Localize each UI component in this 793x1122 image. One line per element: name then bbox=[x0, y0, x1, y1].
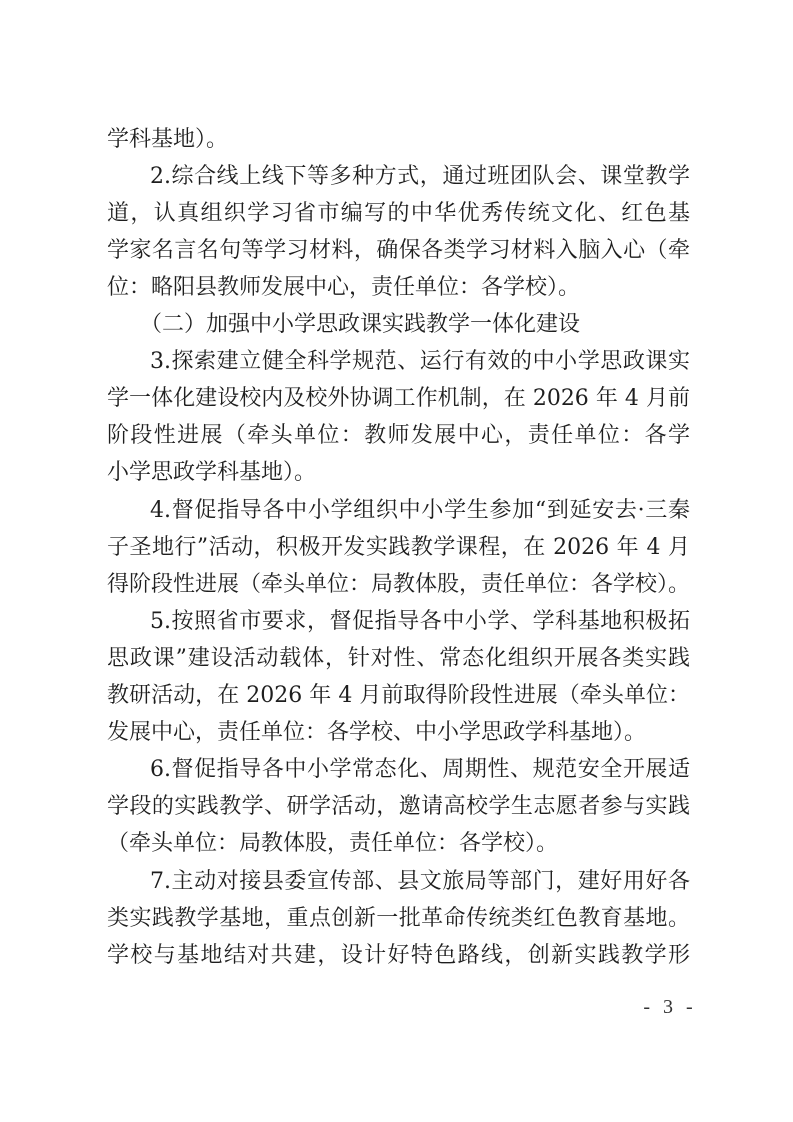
page-number: - 3 - bbox=[643, 996, 697, 1018]
text-line: 道，认真组织学习省市编写的中华优秀传统文化、红色基 bbox=[107, 200, 690, 226]
text-line: 阶段性进展（牵头单位：教师发展中心，责任单位：各学 bbox=[107, 423, 690, 449]
text-line: 类实践教学基地，重点创新一批革命传统类红色教育基地。 bbox=[107, 905, 690, 931]
text-line: 6.督促指导各中小学常态化、周期性、规范安全开展适 bbox=[150, 757, 690, 783]
text-line: 教研活动，在 2026 年 4 月前取得阶段性进展（牵头单位： bbox=[107, 683, 690, 708]
text-line: 2.综合线上线下等多种方式，通过班团队会、课堂教学 bbox=[150, 163, 690, 189]
text-line: 思政课”建设活动载体，针对性、常态化组织开展各类实践 bbox=[107, 645, 690, 671]
text-line: 得阶段性进展（牵头单位：局教体股，责任单位：各学校）。 bbox=[107, 571, 691, 597]
text-line: 学一体化建设校内及校外协调工作机制，在 2026 年 4 月前 bbox=[107, 386, 690, 412]
text-line: 发展中心，责任单位：各学校、中小学思政学科基地）。 bbox=[107, 720, 647, 746]
text-line: 学家名言名句等学习材料，确保各类学习材料入脑入心（牵 bbox=[107, 237, 690, 263]
text-line: 3.探索建立健全科学规范、运行有效的中小学思政课实 bbox=[150, 349, 690, 375]
text-line: 学段的实践教学、研学活动，邀请高校学生志愿者参与实践 bbox=[107, 794, 690, 820]
text-line: 位：略阳县教师发展中心，责任单位：各学校）。 bbox=[107, 274, 581, 300]
text-line: 子圣地行”活动，积极开发实践教学课程，在 2026 年 4 月 bbox=[107, 534, 690, 560]
text-line: 5.按照省市要求，督促指导各中小学、学科基地积极拓 bbox=[150, 608, 690, 634]
text-line: （牵头单位：局教体股，责任单位：各学校）。 bbox=[107, 831, 559, 857]
text-line: 学校与基地结对共建，设计好特色路线，创新实践教学形 bbox=[107, 942, 690, 968]
text-line: 4.督促指导各中小学组织中小学生参加“到延安去·三秦 bbox=[150, 497, 690, 523]
text-line: 小学思政学科基地）。 bbox=[107, 460, 317, 486]
text-line: 学科基地）。 bbox=[107, 126, 229, 152]
section-heading: （二）加强中小学思政课实践教学一体化建设 bbox=[140, 312, 581, 337]
text-line: 7.主动对接县委宣传部、县文旅局等部门，建好用好各 bbox=[150, 868, 690, 894]
